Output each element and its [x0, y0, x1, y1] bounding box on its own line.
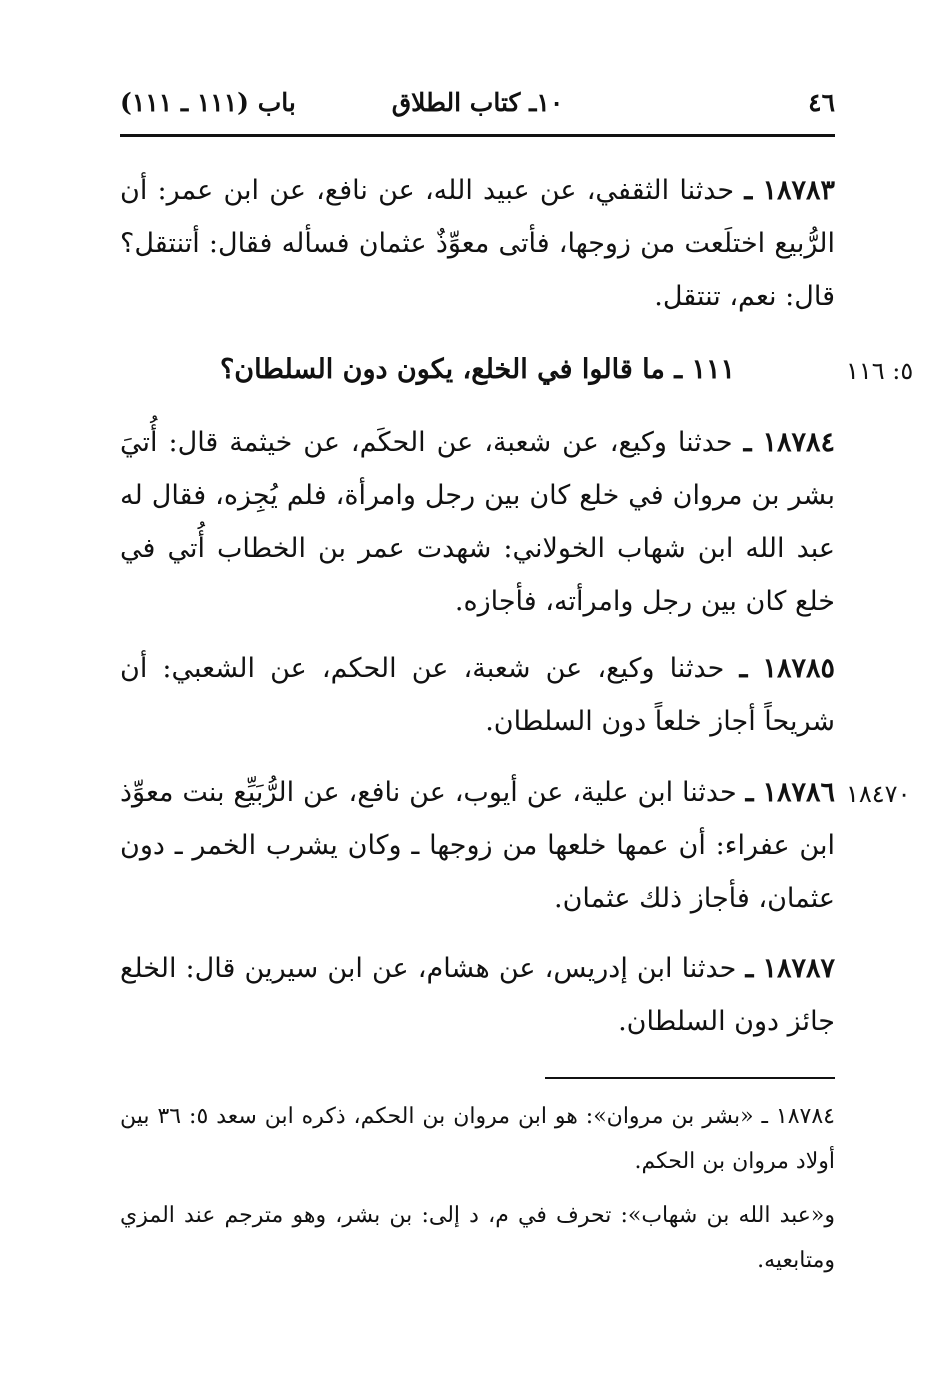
hadith-18783	[120, 164, 835, 323]
hadith-dash: ـ	[739, 653, 748, 684]
hadith-text: حدثنا الثقفي، عن عبيد الله، عن نافع، عن ابن عمر: أن الرُّبيع اختلَعت من زوجها، فأتى معوِّذٌ عثمان فسأله فقال: أتنتقل؟ قال: نعم، تنتقل.	[120, 175, 836, 312]
hadith-number: ١٨٧٨٣	[762, 175, 835, 206]
hadith-18786	[120, 766, 835, 925]
hadith-dash: ـ	[745, 777, 754, 808]
section-margin-reference: ٥: ١١٦	[846, 357, 914, 385]
hadith-18787	[120, 942, 835, 1048]
hadith-number: ١٨٧٨٥	[762, 653, 835, 684]
footnote-separator	[545, 1077, 835, 1079]
hadith-dash: ـ	[745, 953, 754, 984]
hadith-18785	[120, 642, 835, 748]
section-title: ١١١ ـ ما قالوا في الخلع، يكون دون السلطان؟	[219, 354, 736, 385]
page-number: ٤٦	[808, 88, 835, 117]
hadith-dash: ـ	[744, 175, 753, 206]
hadith-text: حدثنا ابن إدريس، عن هشام، عن ابن سيرين قال: الخلع جائز دون السلطان.	[120, 953, 835, 1037]
hadith-number: ١٨٧٨٧	[762, 953, 835, 984]
hadith-number: ١٨٧٨٦	[762, 777, 835, 808]
hadith-text: حدثنا وكيع، عن شعبة، عن الحكم، عن الشعبي: أن شريحاً أجاز خلعاً دون السلطان.	[120, 653, 835, 737]
hadith-text: حدثنا ابن علية، عن أيوب، عن نافع، عن الرُّبَيِّع بنت معوِّذ ابن عفراء: أن عمها خلعها من زوجها ـ وكان يشرب الخمر ـ دون عثمان، فأجاز ذلك عثمان.	[120, 777, 835, 914]
footnote-2: و«عبد الله بن شهاب»: تحرف في م، د إلى: بن بشر، وهو مترجم عند المزي ومتابعيه.	[120, 1203, 835, 1273]
page-header	[120, 88, 835, 128]
footnote-1: ١٨٧٨٤ ـ «بشر بن مروان»: هو ابن مروان بن الحكم، ذكره ابن سعد ٥: ٣٦ بين أولاد مروان بن الحكم.	[120, 1104, 835, 1174]
hadith-18784	[120, 416, 835, 628]
chapter-reference: باب (١١١ ـ ١١١)	[120, 88, 296, 117]
header-rule	[120, 134, 835, 137]
hadith-text: حدثنا وكيع، عن شعبة، عن الحكَم، عن خيثمة قال: أُتيَ بشر بن مروان في خلع كان بين رجل وامرأة، فلم يُجِزه، فقال له عبد الله ابن شهاب الخولاني: شهدت عمر بن الخطاب أُتي في خلع كان بين رجل وامرأته، فأجازه.	[120, 427, 835, 617]
book-title: ١٠ـ كتاب الطلاق	[391, 88, 564, 117]
hadith-number: ١٨٧٨٤	[762, 427, 835, 458]
hadith-dash: ـ	[743, 427, 752, 458]
hadith-margin-reference: ١٨٤٧٠	[846, 780, 911, 808]
